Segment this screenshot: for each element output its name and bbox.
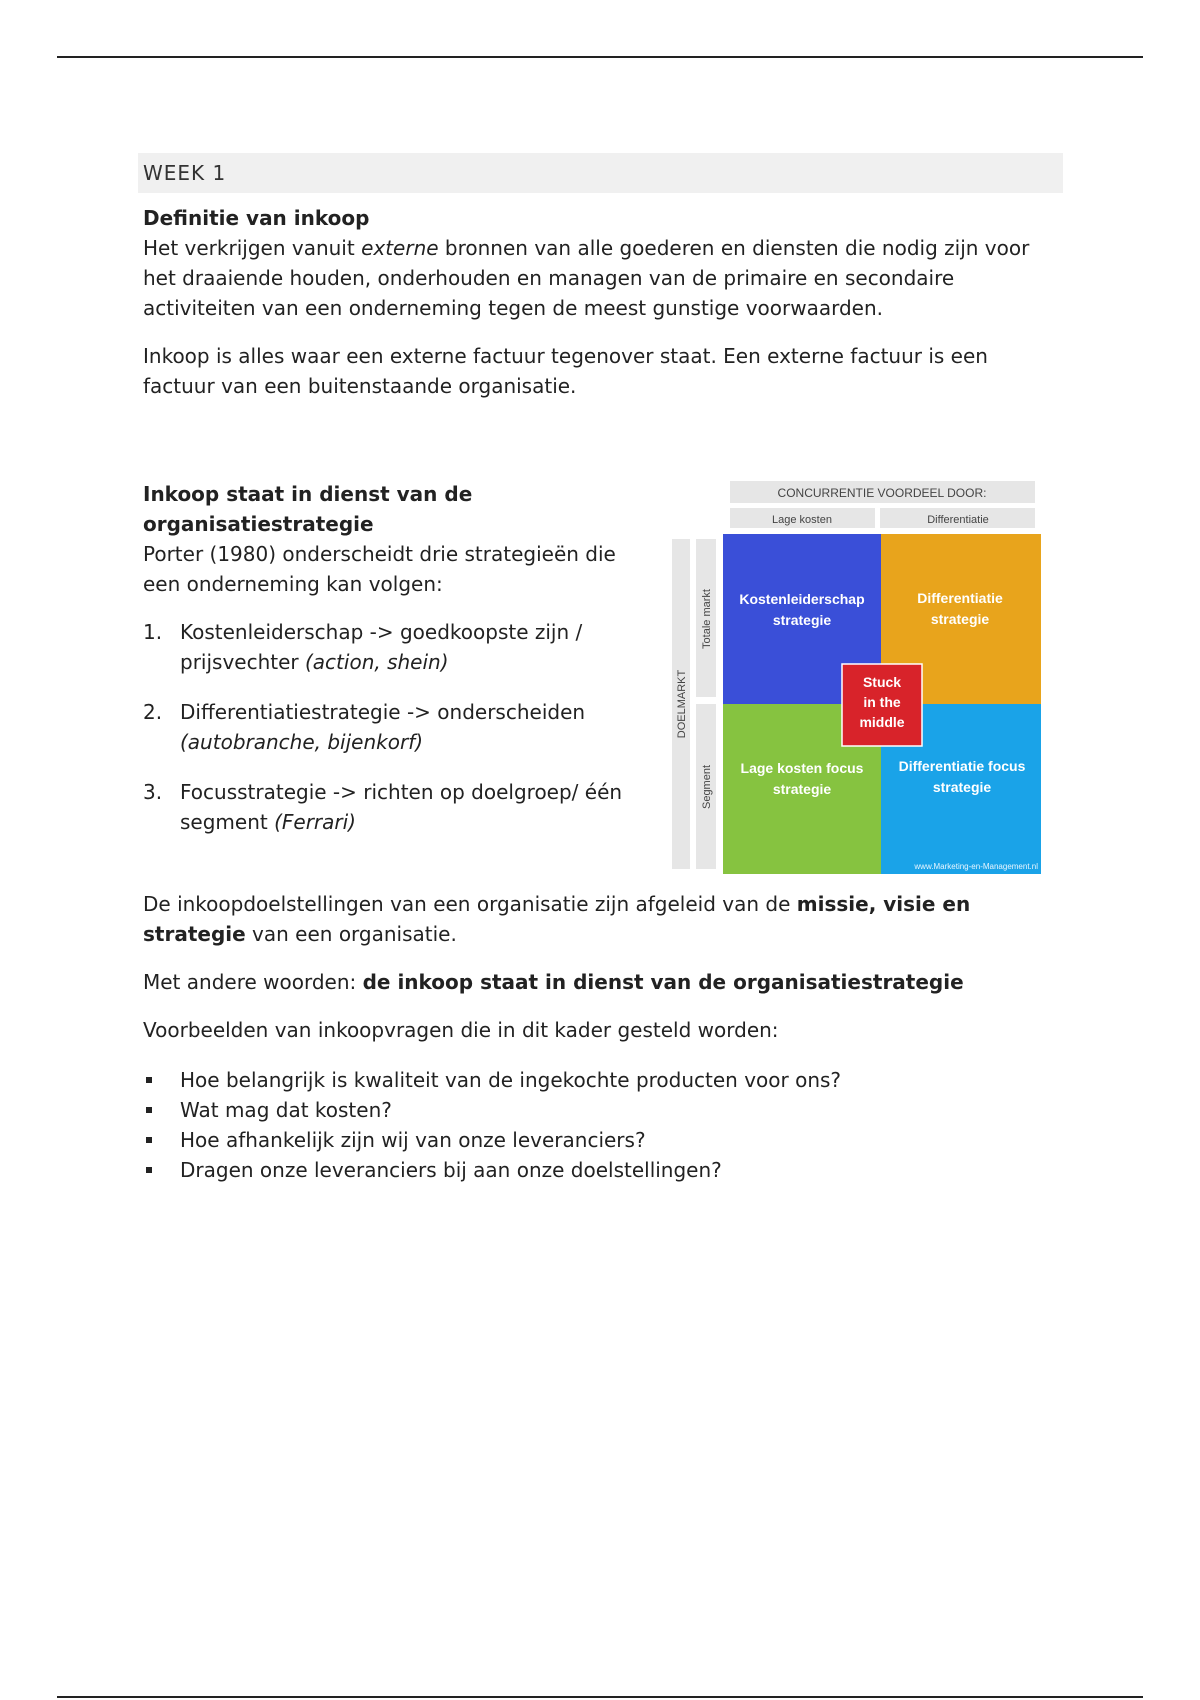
strategy-text [143,479,643,857]
q1-line1: Kostenleiderschap [739,591,865,607]
porter-strategy-matrix [670,479,1060,879]
invoice-paragraph: Inkoop is alles waar een externe factuur tegenover staat. Een externe factuur is een factuur van een buitenstaande organisatie. [143,344,988,398]
matrix-header: CONCURRENTIE VOORDEEL DOOR: [777,486,987,500]
section-strategy [143,479,1063,889]
bottom-rule [57,1696,1143,1698]
list-item: 3. Focusstrategie -> richten op doelgroep/ één segment (Ferrari) [143,780,623,834]
q2-line2: strategie [930,611,990,627]
watermark-text: www.Marketing-en-Management.nl [914,862,1038,871]
list-item: 2. Differentiatiestrategie -> onderscheiden (autobranche, bijenkorf) [143,700,586,754]
center-line3: middle [859,714,905,730]
list-item: Wat mag dat kosten? [143,1095,1063,1125]
list-item: Hoe afhankelijk zijn wij van onze leveranciers? [143,1125,1063,1155]
q4-line1: Differentiatie focus [898,758,1026,774]
list-item: 1. Kostenleiderschap -> goedkoopste zijn / prijsvechter (action, shein) [143,620,583,674]
objectives-paragraph: De inkoopdoelstellingen van een organisatie zijn afgeleid van de missie, visie en strategie van een organisatie. [143,892,971,946]
row-label-totale-markt: Totale markt [701,589,713,649]
strategy-intro: Porter (1980) onderscheidt drie strategieën die een onderneming kan volgen: [143,542,616,596]
definition-heading: Definitie van inkoop [143,206,370,230]
in-other-words-paragraph: Met andere woorden: de inkoop staat in dienst van de organisatiestrategie [143,970,964,994]
center-line1: Stuck [862,674,902,690]
col-label-lage-kosten: Lage kosten [772,514,832,526]
q3-line2: strategie [772,781,832,797]
center-line2: in the [863,694,901,710]
strategy-list [143,617,643,837]
list-item: Dragen onze leveranciers bij aan onze doelstellingen? [143,1155,1063,1185]
week-header [138,153,1063,193]
section-definition [143,203,1063,401]
examples-intro: Voorbeelden van inkoopvragen die in dit kader gesteld worden: [143,1018,779,1042]
document-page [143,153,1063,1185]
top-rule [57,56,1143,58]
col-label-differentiatie: Differentiatie [927,514,989,526]
q2-line1: Differentiatie [917,590,1003,606]
q3-line1: Lage kosten focus [740,760,864,776]
definition-text: Het verkrijgen vanuit externe bronnen van alle goederen en diensten die nodig zijn voor het draaiende houden, onderhouden en managen van de primaire en secondaire activiteiten van een onderneming tegen de meest gunstige voorwaarden. [143,236,1030,320]
side-label-doelmarkt: DOELMARKT [676,669,688,739]
section-objectives [143,889,1063,1185]
q1-line2: strategie [772,612,832,628]
row-label-segment: Segment [701,764,713,810]
q4-line2: strategie [932,779,992,795]
question-list [143,1065,1063,1185]
list-item: Hoe belangrijk is kwaliteit van de ingekochte producten voor ons? [143,1065,1063,1095]
strategy-heading: Inkoop staat in dienst van de organisatiestrategie [143,482,473,536]
week-label: WEEK 1 [143,161,227,185]
